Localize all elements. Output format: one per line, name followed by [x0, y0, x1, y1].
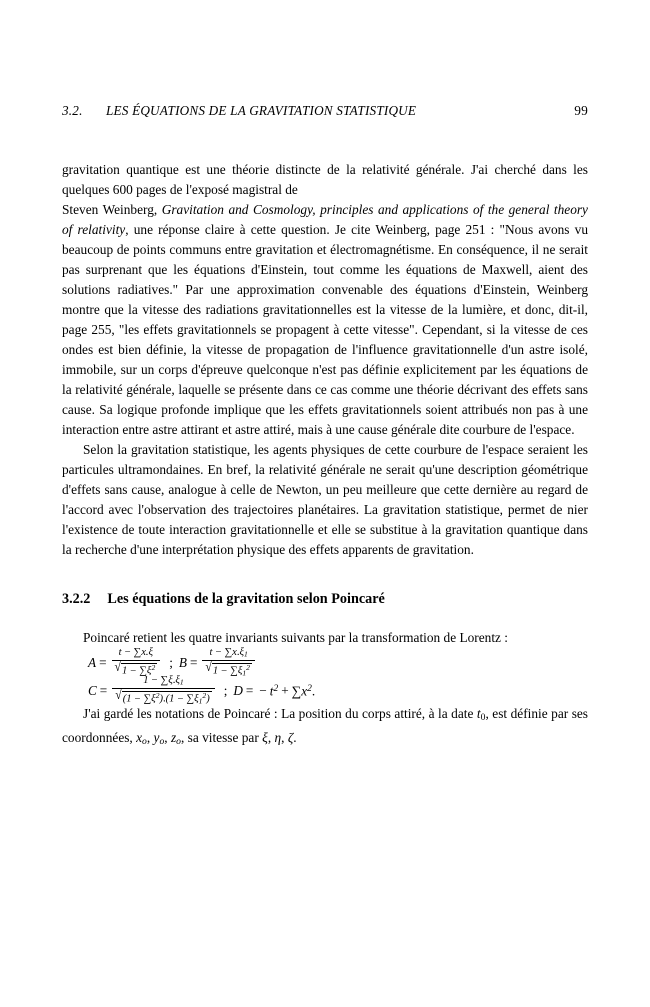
equation-D-rhs: − $t^2 + \sum x^2$. [259, 683, 316, 699]
spacer-before-heading [62, 560, 588, 589]
equation-line-1: A = t − ∑x.ξ √ $1 - \sum\xi^2$ ; B = $t - \sum x.\xi_1$ √ $1 - \sum\xi_1^2$ [88, 648, 588, 676]
paragraph-2: Selon la gravitation statistique, les agents physiques de cette courbure de l'espace seraient les particules ultramondaines. En bref, la relativité générale ne serait qu'une description géométrique d'effets sans cause, analogue à celle de Newton, un peu meilleure que cette dernière au regard de l'accord avec l'observation des trajectoires planétaires. La gravitation statistique, permet de nier l'existence de toute interaction gravitationnelle et elle se substitue à la gravitation quantique dans la recherche d'une interprétation physique des effets apparents de gravitation. [62, 442, 588, 557]
book-title-italic: Gravitation and Cosmology, principles and applications of the general theory of relativity [62, 202, 588, 237]
paragraph-continuation [62, 160, 588, 440]
equation-B-lhs: B [178, 654, 187, 670]
equation-A-lhs: A [88, 654, 97, 670]
math-var-t0-subscript: 0 [480, 712, 486, 724]
math-var-y-subscript: o [159, 736, 165, 748]
math-var-x-subscript: o [142, 736, 147, 748]
equation-D-lhs: D [233, 682, 243, 698]
math-var-y: y [153, 730, 160, 746]
paragraph-1-part-2: Steven Weinberg, [62, 202, 162, 217]
equation-separator-1: ; [169, 654, 173, 670]
equation-B-fraction [202, 646, 255, 678]
spacer-after-heading [62, 609, 588, 628]
math-var-eta: η [274, 730, 282, 746]
header-section-number: 3.2. [62, 103, 83, 118]
paragraph-4-part-a: J'ai gardé les notations de Poincaré : La position du corps attiré, à la date [83, 706, 477, 721]
subsection-title: Les équations de la gravitation selon Poincaré [107, 591, 385, 607]
equation-C-lhs: C [88, 682, 97, 698]
paragraph-1-part-3: , une réponse claire à cette question. Je cite Weinberg, page 251 : "Nous avons vu beaucoup de points communs entre gravitation et électromagnétisme. En conséquence, il ne serait pas surprenant que les équations d'Einstein, tout comme les équations de Maxwell, aient des solutions radiatives." Par une approximation convenable des équations d'Einstein, Weinberg montre que la vitesse des radiations gravitationnelles est la vitesse de la lumière, et donc, dit-il, page 255, "les effets gravitationnels se propagent à cette vitesse". Cependant, si la vitesse de ces ondes est bien définie, la vitesse de propagation de l'influence gravitationnelle d'un astre isolé, immobile, sur un corps d'épreuve quelconque n'est pas définie explicitement par les équations de la relativité générale, laquelle se présente dans ce cas comme une théorie décrivant des effets sans cause. Sa logique profonde implique que les effets gravitationnels soient attribués non pas à une interaction entre astre attirant et astre attiré, mais à une cause générale dite courbure de l'espace. [62, 222, 588, 437]
equation-C-numerator: $1 - \sum\xi.\xi_1$ [143, 673, 184, 687]
equation-B-numerator: $t - \sum x.\xi_1$ [209, 645, 248, 659]
equation-line-2: C = $1 - \sum\xi.\xi_1$ √ $(1 - \sum\xi^2).(1 - \sum\xi_1^2)$ ; D = − $t^2 + \sum x^2$. [88, 673, 316, 706]
paragraph-4-part-c: , sa vitesse par [180, 730, 263, 746]
equation-block [62, 645, 588, 706]
subsection-heading [62, 589, 588, 609]
math-var-xi: ξ [262, 730, 268, 746]
page-number: 99 [574, 103, 588, 118]
header-title: LES ÉQUATIONS DE LA GRAVITATION STATISTIQUE [106, 103, 417, 118]
radical-icon: √ $1 - \sum\xi^2$ [114, 658, 156, 677]
equation-C-fraction [112, 674, 214, 706]
radical-icon: √ $1 - \sum\xi_1^2$ [205, 658, 250, 678]
body-text-block [62, 160, 588, 752]
math-var-t0: t [476, 706, 481, 721]
equation-B-denominator [202, 660, 255, 678]
equation-separator-2: ; [223, 682, 228, 698]
subsection-number: 3.2.2 [62, 591, 91, 607]
math-var-zeta: ζ [287, 730, 294, 746]
radical-icon: √ $(1 - \sum\xi^2).(1 - \sum\xi_1^2)$ [115, 686, 210, 706]
paragraph-1-part-1: gravitation quantique est une théorie distincte de la relativité générale. J'ai cherché dans les quelques 600 pages de l'exposé magistral de [62, 162, 588, 197]
equation-A-numerator: t − ∑x.ξ [118, 646, 154, 659]
paragraph-4-part-b: , est définie par ses coordonnées, [62, 706, 588, 746]
paragraph-4-period: . [293, 730, 297, 746]
paragraph-3: Poincaré retient les quatre invariants suivants par la transformation de Lorentz : [83, 630, 508, 645]
math-var-z: z [170, 730, 177, 746]
math-var-z-subscript: o [176, 736, 181, 748]
paragraph-4: J'ai gardé les notations de Poincaré : La position du corps attiré, à la date $t_0$, est définie par ses coordonnées, $x_o$, $y_o$, $z_o$, sa vitesse par ξ, η, ζ. [62, 706, 588, 748]
running-header [62, 103, 588, 119]
math-var-x: x [136, 730, 143, 746]
